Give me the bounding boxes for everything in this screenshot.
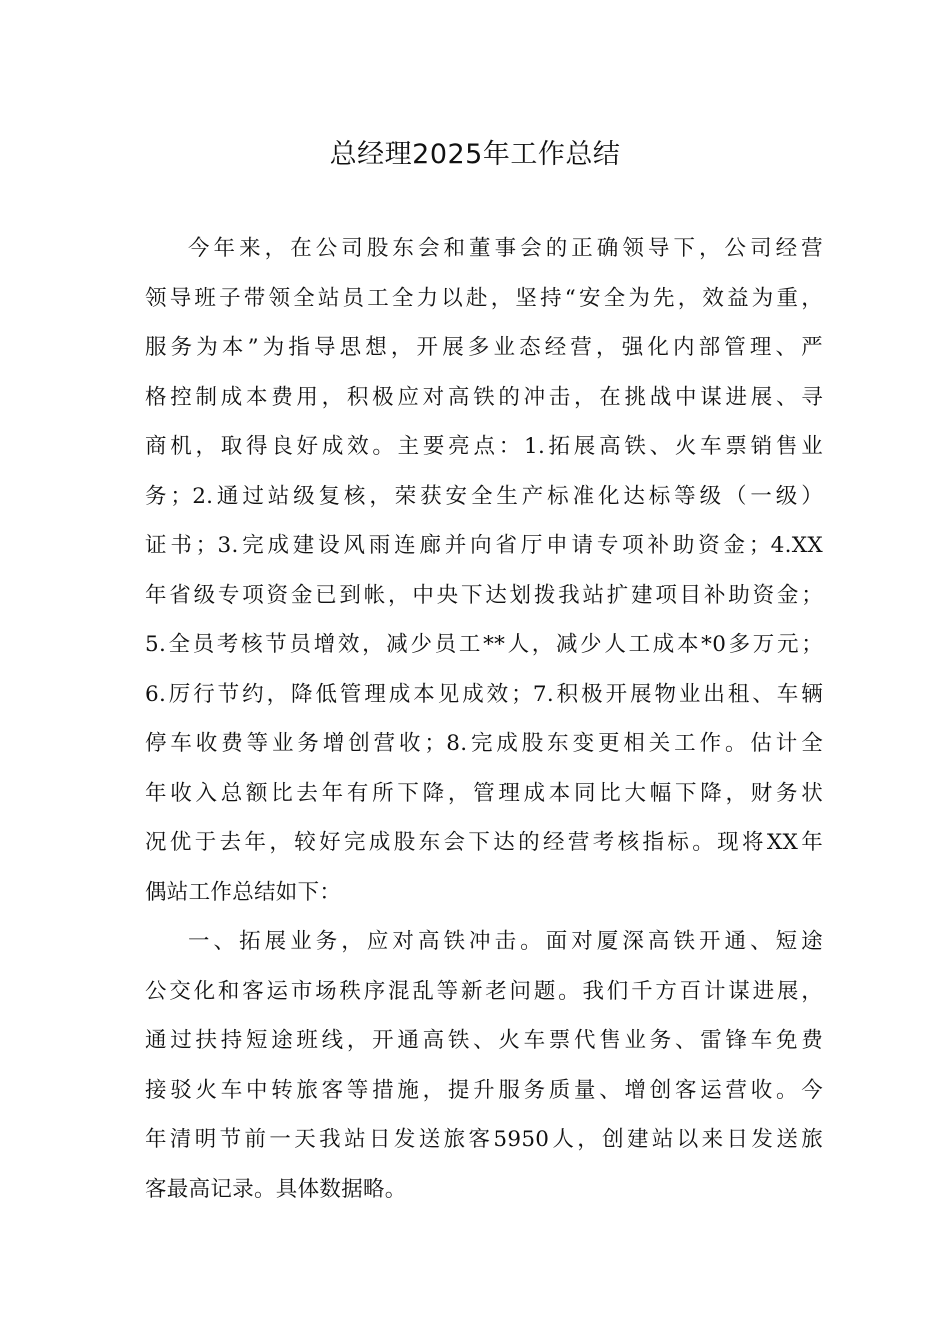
text-line: 客最高记录。具体数据略。 [145,1176,407,1202]
document-body [145,224,823,1214]
text-line: 公交化和客运市场秩序混乱等新老问题。我们千方百计谋进展， [145,978,823,1004]
document-title: 总经理2025年工作总结 [329,139,621,170]
text-line: 停车收费等业务增创营收；8.完成股东变更相关工作。估计全 [145,731,823,756]
text-line: 年收入总额比去年有所下降，管理成本同比大幅下降，财务状 [145,780,823,806]
text-line: 年清明节前一天我站日发送旅客5950人，创建站以来日发送旅 [145,1127,823,1152]
text-line: 证书；3.完成建设风雨连廊并向省厅申请专项补助资金；4.XX [145,533,823,558]
text-line: 服务为本”为指导思想，开展多业态经营，强化内部管理、严 [145,335,823,360]
text-line: 商机，取得良好成效。主要亮点：1.拓展高铁、火车票销售业 [145,434,823,459]
text-line: 领导班子带领全站员工全力以赴，坚持“安全为先，效益为重， [145,285,823,311]
text-line: 通过扶持短途班线，开通高铁、火车票代售业务、雷锋车免费 [145,1028,823,1053]
text-line: 格控制成本费用，积极应对高铁的冲击，在挑战中谋进展、寻 [145,384,823,410]
text-line: 况优于去年，较好完成股东会下达的经营考核指标。现将XX年 [145,830,823,855]
text-line: 6.厉行节约，降低管理成本见成效；7.积极开展物业出租、车辆 [145,681,823,707]
text-line: 接驳火车中转旅客等措施，提升服务质量、增创客运营收。今 [145,1077,823,1103]
paragraph-section-one [145,917,823,1214]
paragraph-intro [145,224,823,917]
text-line: 今年来，在公司股东会和董事会的正确领导下，公司经营 [188,236,823,261]
text-line: 一、拓展业务，应对高铁冲击。面对厦深高铁开通、短途 [188,929,823,954]
text-line: 偶站工作总结如下： [145,879,342,905]
text-line: 5.全员考核节员增效，减少员工**人，减少人工成本*0多万元； [145,632,823,657]
text-line: 年省级专项资金已到帐，中央下达划拨我站扩建项目补助资金； [145,582,823,608]
text-line: 务；2.通过站级复核，荣获安全生产标准化达标等级（一级） [145,483,823,509]
